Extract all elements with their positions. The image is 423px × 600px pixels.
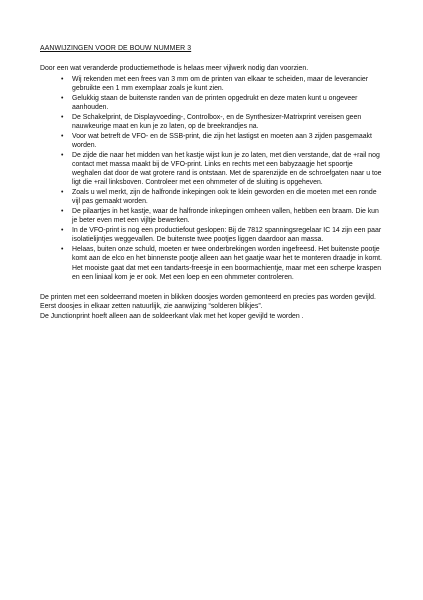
list-item-text: De pilaartjes in het kastje, waar de halfronde inkepingen omheen vallen, hebben een braam. Die kun je beter even met een vijltje bewerken. — [72, 208, 379, 225]
list-item — [61, 132, 383, 151]
document-heading: AANWIJZINGEN VOOR DE BOUW NUMMER 3 — [40, 45, 192, 52]
instruction-list — [40, 75, 383, 283]
bullet-icon: • — [61, 113, 64, 121]
bullet-icon: • — [61, 246, 64, 253]
bullet-icon: • — [61, 75, 64, 83]
list-item — [61, 75, 383, 94]
list-item-text: Voor wat betreft de VFO- en de SSB-print, die zijn het lastigst en moeten aan 3 zijden pasgemaakt worden. — [72, 132, 372, 149]
list-item — [61, 245, 383, 282]
bullet-icon: • — [61, 227, 64, 234]
closing-paragraph-mounting: De printen met een soldeerrand moeten in blikken doosjes worden gemonteerd en precies pas worden gevijld. Eerst doosjes in elkaar zetten natuurlijk, zie aanwijzing “solderen blikjes”. — [40, 294, 376, 311]
intro-paragraph: Door een wat veranderde productiemethode is helaas meer vijlwerk nodig dan voorzien. — [40, 65, 309, 73]
list-item-text: De Schakelprint, de Displayvoeding-, Controlbox-, en de Synthesizer-Matrixprint vereisen geen nauwkeurige maat en kun je zo laten, op de breekrandjes na. — [72, 113, 362, 130]
list-item-text: Gelukkig staan de buitenste randen van de printen opgedrukt en deze maten kunt u ongeveer aanhouden. — [72, 94, 358, 111]
list-item-text: Helaas, buiten onze schuld, moeten er twee onderbrekingen worden ingefreesd. Het buitenste pootje komt aan de elco en het binnenste pootje alleen aan het gaatje waar het te monteren draadje in komt. Het mooiste gaat dat met een tandarts-freesje in een boormachientje, maar met een scherpe kraspen en een liniaal kom je er ook. Met een loep en een ohmmeter controleren. — [72, 246, 382, 281]
list-item — [61, 207, 383, 226]
bullet-icon: • — [61, 94, 64, 102]
list-item — [61, 113, 383, 132]
list-item — [61, 188, 383, 207]
bullet-icon: • — [61, 189, 64, 196]
bullet-icon: • — [61, 151, 64, 159]
list-item — [61, 226, 383, 245]
list-item-text: In de VFO-print is nog een productiefout geslopen: Bij de 7812 spanningsregelaar IC 14 zijn een paar isolatielijntjes weggevallen. De buitenste twee pootjes liggen daardoor aan massa. — [72, 227, 382, 244]
list-item — [61, 151, 383, 188]
list-item-text: Wij rekenden met een frees van 3 mm om de printen van elkaar te scheiden, maar de leverancier gebruikte een 1 mm exemplaar zoals je kunt zien. — [72, 75, 369, 92]
closing-paragraph-junctionprint: De Junctionprint hoeft alleen aan de soldeerkant vlak met het koper gevijld te worden . — [40, 312, 304, 320]
bullet-icon: • — [61, 132, 64, 140]
list-item-text: Zoals u wel merkt, zijn de halfronde inkepingen ook te klein geworden en die moeten met een ronde vijl pas gemaakt worden. — [72, 189, 377, 206]
list-item-text: De zijde die naar het midden van het kastje wijst kun je zo laten, met dien verstande, dat de +rail nog contact met massa maakt bij de VFO-print. Links en rechts met een babyzaagje het spoortje weghalen dat door de wat grotere rand is ontstaan. Met de sparenzijde en de schroefgaten naar u toe ligt die +rail linksboven. Controleer met een ohmmeter of de sluiting is opgeheven. — [72, 151, 382, 187]
bullet-icon: • — [61, 208, 64, 215]
list-item — [61, 94, 383, 113]
